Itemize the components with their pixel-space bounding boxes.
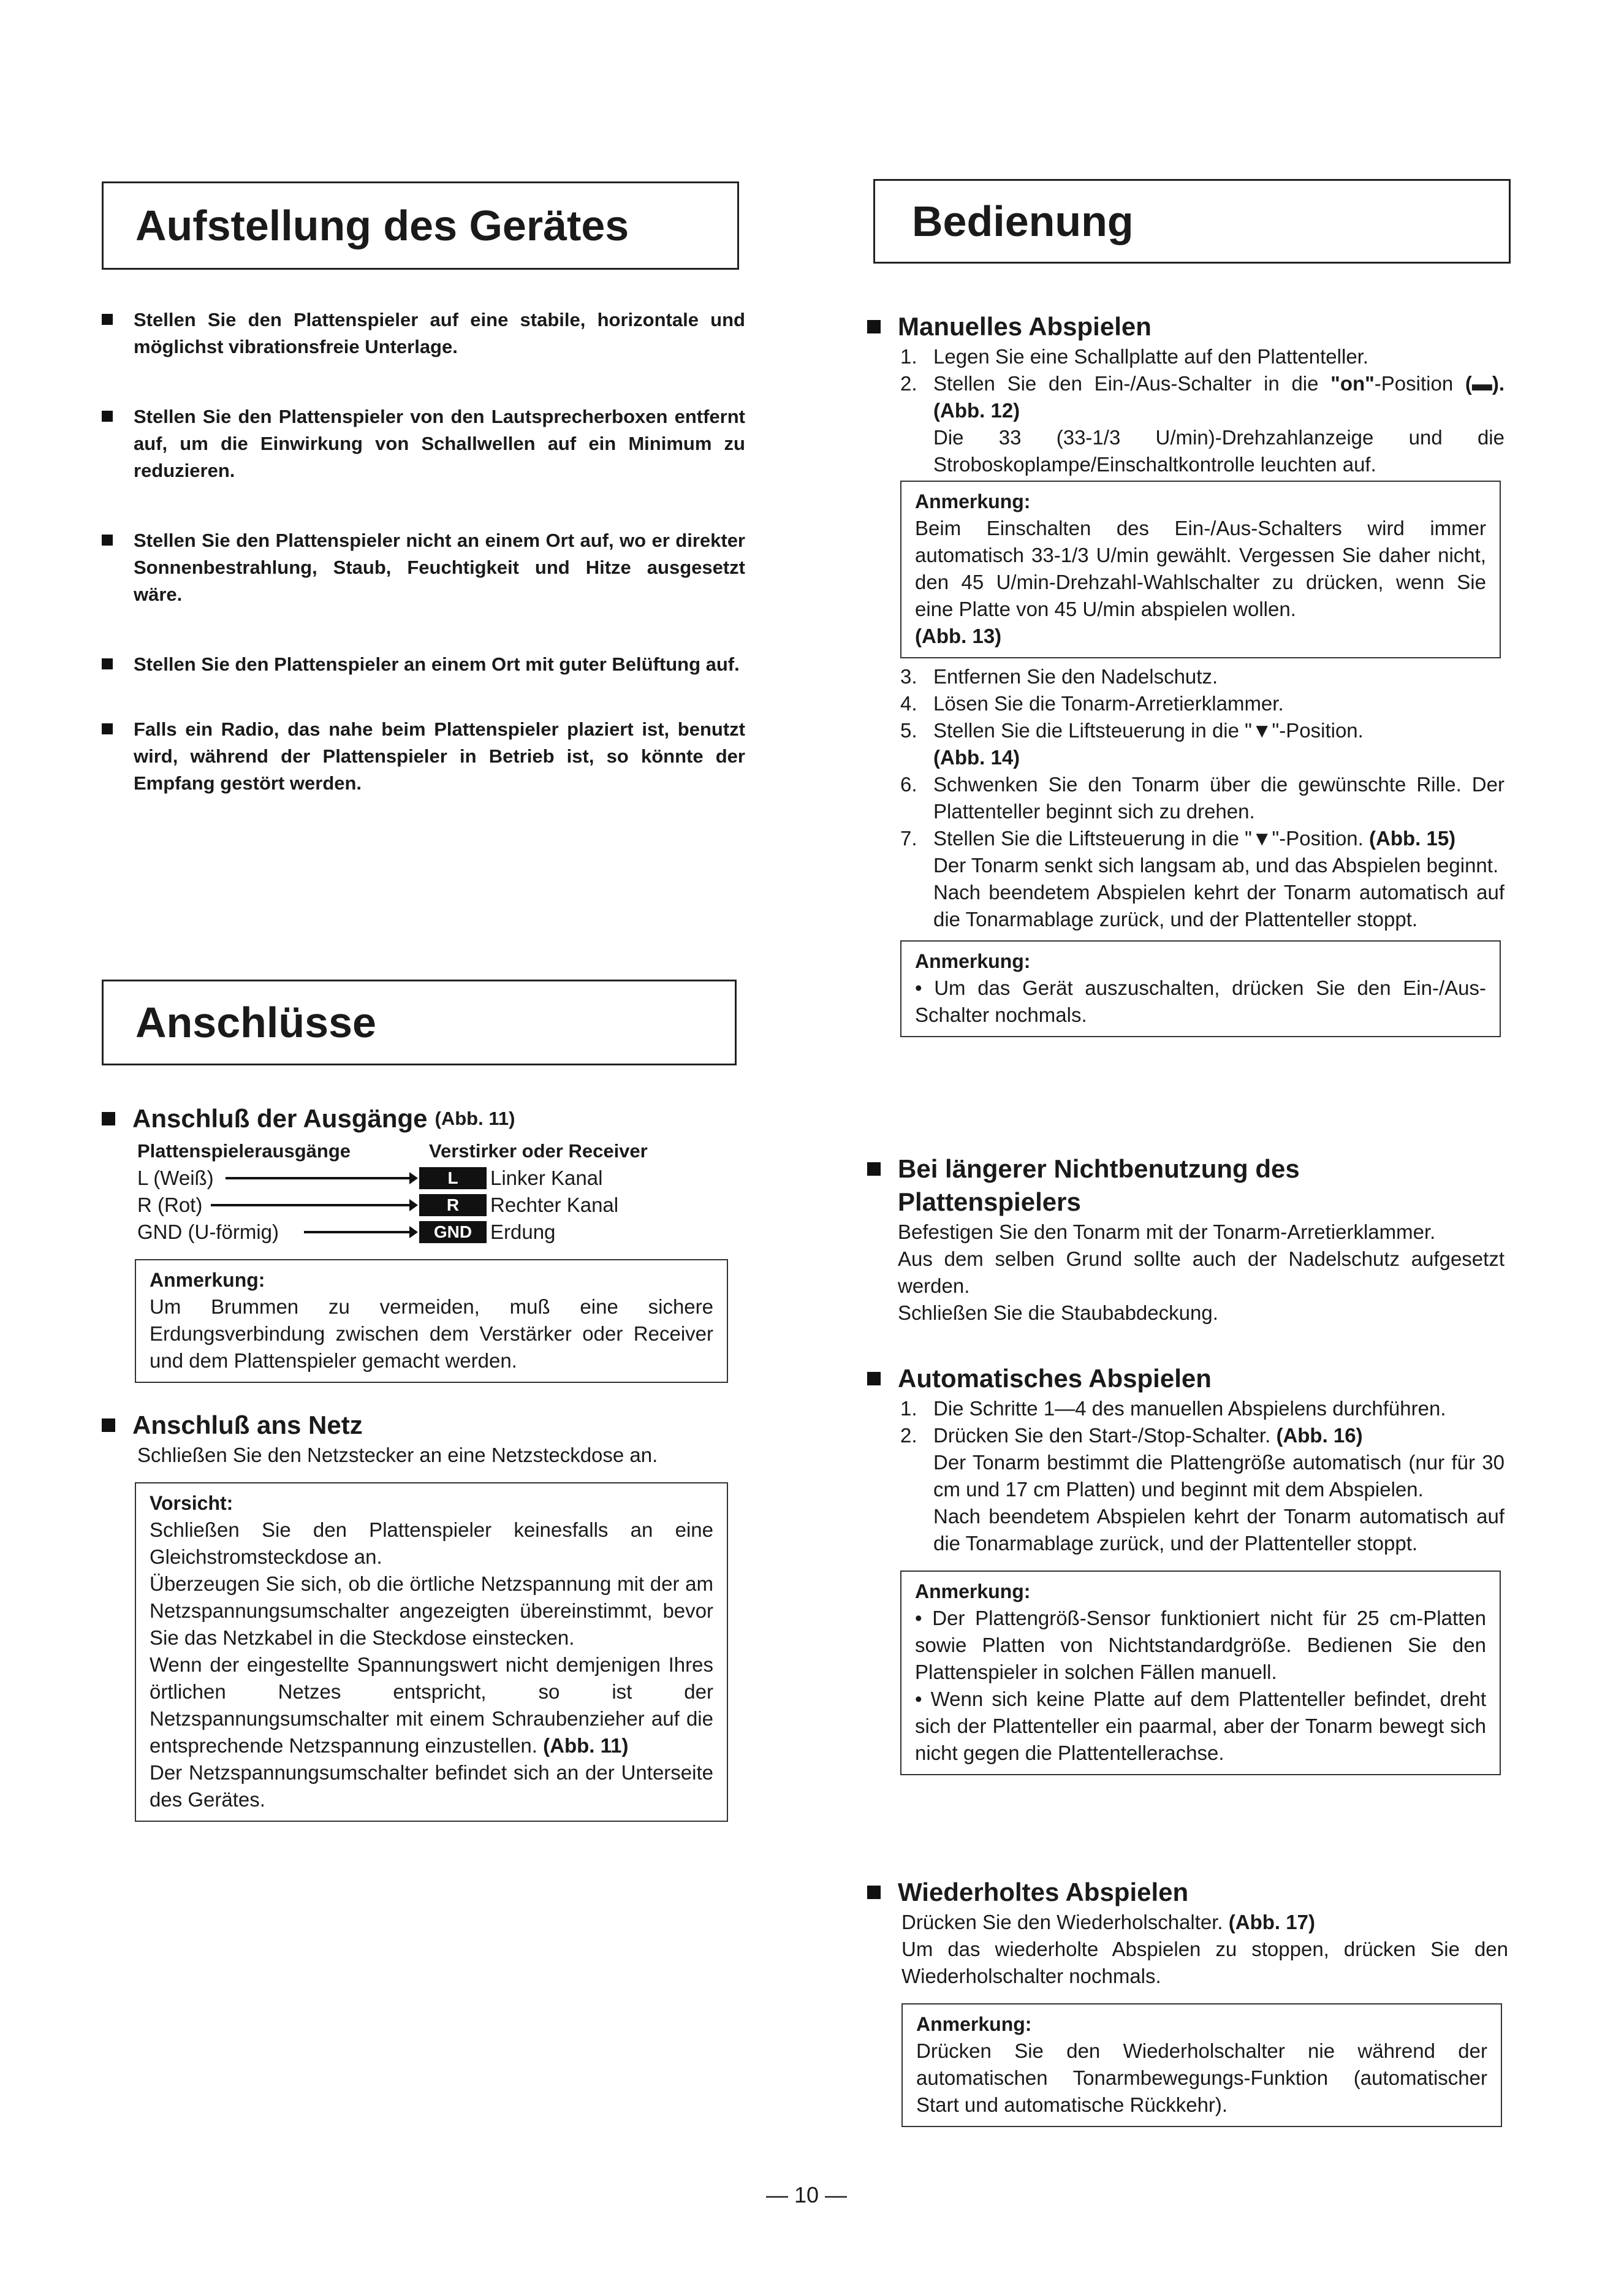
step-text: Die Schritte 1—4 des manuellen Abspielens durchführen. (933, 1397, 1446, 1420)
output-row (137, 1219, 739, 1246)
repeat-text: Um das wiederholte Abspielen zu stoppen, drücken Sie den Wiederholschalter nochmals. (901, 1938, 1508, 1987)
operation-title-text: Bedienung (912, 197, 1134, 245)
setup-bullets (102, 306, 745, 840)
repeat-section (867, 1876, 1508, 2127)
step: 6. Schwenken Sie den Tonarm über die gewünschte Rille. Der Plattenteller beginnt sich zu drehen. (900, 771, 1504, 825)
outputs-heading-text: Anschluß der Ausgänge (132, 1104, 428, 1133)
step: 5. Stellen Sie die Liftsteuerung in die "▼"-Position. (Abb. 14) (900, 717, 1504, 771)
step-text-span: Der Tonarm bestimmt die Plattengröße automatisch (nur für 30 cm und 17 cm Platten) und beginnt mit dem Abspielen. (933, 1451, 1504, 1501)
bullet-square-icon (102, 723, 113, 734)
setup-title (102, 181, 739, 270)
outputs-heading-ref: (Abb. 11) (434, 1108, 515, 1129)
step-text (933, 1422, 1504, 1557)
setup-bullet-text: Stellen Sie den Plattenspieler auf eine stabile, horizontale und möglichst vibrationsfreie Unterlage. (134, 309, 745, 357)
note-label: Anmerkung: (915, 490, 1031, 512)
outputs-note (135, 1259, 728, 1383)
step: 1. Legen Sie eine Schallplatte auf den Plattenteller. (900, 343, 1504, 370)
outputs-section (102, 1102, 739, 1383)
operation-title (873, 179, 1511, 264)
arrow-icon (226, 1177, 414, 1179)
auto-heading (867, 1362, 1504, 1395)
arrow-icon (304, 1231, 414, 1233)
heading-square-icon (867, 320, 881, 333)
step-ref: (Abb. 12) (933, 399, 1020, 422)
repeat-ref: (Abb. 17) (1228, 1911, 1315, 1933)
note-text: • Der Plattengröß-Sensor funktioniert nicht für 25 cm-Platten sowie Platten von Nichtstandardgröße. Bedienen Sie den Plattenspieler in solchen Fällen manuell. (915, 1607, 1486, 1683)
disuse-heading-line: Bei längerer Nichtbenutzung des (898, 1154, 1300, 1183)
mains-heading (102, 1409, 739, 1442)
outputs-col-left: Plattenspielerausgänge (137, 1140, 351, 1162)
manual-note-2 (900, 940, 1501, 1037)
setup-bullet (102, 716, 745, 797)
disuse-text: Befestigen Sie den Tonarm mit der Tonarm-Arretierklammer. (898, 1220, 1436, 1243)
caution-text: Der Netzspannungsumschalter befindet sich an der Unterseite des Gerätes. (150, 1761, 713, 1811)
step: 7. Stellen Sie die Liftsteuerung in die "▼"-Position. (Abb. 15) Der Tonarm senkt sich langsam ab, und das Abspielen beginnt. Nach beendetem Abspielen kehrt der Tonarm automatisch auf die Tonarmablage zurück, und der Plattenteller stoppt. (900, 825, 1504, 933)
auto-steps (900, 1395, 1504, 1557)
step-text-span: Nach beendetem Abspielen kehrt der Tonarm automatisch auf die Tonarmablage zurück, und der Plattenteller stoppt. (933, 881, 1504, 931)
heading-square-icon (867, 1372, 881, 1385)
note-label: Anmerkung: (916, 2013, 1032, 2035)
step-ref: (Abb. 15) (1369, 827, 1456, 850)
outputs-heading (102, 1102, 739, 1135)
manual-steps-continued (900, 663, 1504, 933)
output-row-dst: Rechter Kanal (490, 1194, 619, 1216)
step: 2. Drücken Sie den Start-/Stop-Schalter. (Abb. 16) Der Tonarm bestimmt die Plattengröße automatisch (nur für 30 cm und 17 cm Platten) und beginnt mit dem Abspielen. Nach beendetem Abspielen kehrt der Tonarm automatisch auf die Tonarmablage zurück, und der Plattenteller stoppt. (900, 1422, 1504, 1557)
note-ref: (Abb. 13) (915, 625, 1002, 647)
connections-title-text: Anschlüsse (135, 999, 376, 1046)
setup-title-text: Aufstellung des Gerätes (135, 202, 629, 249)
mains-section (102, 1409, 739, 1822)
repeat-text-span: Drücken Sie den Wiederholschalter. (901, 1911, 1223, 1933)
step-text-span: -Position (1374, 372, 1454, 395)
caution-text-span: Wenn der eingestellte Spannungswert nicht demjenigen Ihres örtlichen Netzes entspricht, so ist der Netzspannungsumschalter mit einem Schraubenzieher auf die entsprechende Netzspannung einzustellen. (150, 1653, 713, 1757)
disuse-heading (867, 1152, 1504, 1219)
setup-bullet (102, 403, 745, 484)
note-label: Anmerkung: (150, 1269, 265, 1291)
repeat-heading-text: Wiederholtes Abspielen (898, 1878, 1189, 1906)
step-text-span: Stellen Sie den Ein-/Aus-Schalter in die (933, 372, 1319, 395)
note-label: Anmerkung: (915, 950, 1031, 972)
setup-bullet (102, 651, 745, 678)
repeat-text (901, 1909, 1508, 1936)
heading-square-icon (867, 1162, 881, 1176)
heading-square-icon (867, 1886, 881, 1899)
step-text-span: Der Tonarm senkt sich langsam ab, und das Abspielen beginnt. (933, 854, 1499, 877)
step-text-span: Nach beendetem Abspielen kehrt der Tonarm automatisch auf die Tonarmablage zurück, und der Plattenteller stoppt. (933, 1505, 1504, 1555)
disuse-heading-line: Plattenspielers (898, 1187, 1081, 1216)
repeat-note (901, 2003, 1502, 2127)
output-row-dst: Erdung (490, 1220, 556, 1243)
step-text-span: Stellen Sie die Liftsteuerung in die "▼"-Position. (933, 719, 1364, 742)
note-text: Drücken Sie den Wiederholschalter nie während der automatischen Tonarmbewegungs-Funktion (automatischer Start und automatische Rückkehr). (916, 2039, 1487, 2116)
outputs-col-right: Verstirker oder Receiver (429, 1140, 648, 1162)
disuse-section (867, 1152, 1504, 1327)
setup-bullet-text: Stellen Sie den Plattenspieler nicht an einem Ort auf, wo er direkter Sonnenbestrahlung, Staub, Feuchtigkeit und Hitze ausgesetzt wäre. (134, 530, 745, 605)
step-text-span: Stellen Sie die Liftsteuerung in die "▼"-Position. (933, 827, 1364, 850)
step-text: Legen Sie eine Schallplatte auf den Plattenteller. (933, 345, 1369, 368)
step: 3. Entfernen Sie den Nadelschutz. (900, 663, 1504, 690)
output-row-src: R (Rot) (137, 1194, 203, 1216)
output-row (137, 1192, 739, 1219)
caution-text: Schließen Sie den Plattenspieler keinesfalls an eine Gleichstromsteckdose an. (150, 1518, 713, 1568)
step-text-span: Die 33 (33-1/3 U/min)-Drehzahlanzeige und die Stroboskoplampe/Einschaltkontrolle leuchten auf. (933, 426, 1504, 476)
step: 1. Die Schritte 1—4 des manuellen Abspielens durchführen. (900, 1395, 1504, 1422)
manual-heading-text: Manuelles Abspielen (898, 312, 1152, 341)
step-text: Schwenken Sie den Tonarm über die gewünschte Rille. Der Plattenteller beginnt sich zu drehen. (933, 773, 1504, 823)
note-text: • Um das Gerät auszuschalten, drücken Sie den Ein-/Aus-Schalter nochmals. (915, 977, 1486, 1026)
step-text: Entfernen Sie den Nadelschutz. (933, 665, 1218, 688)
manual-note-1 (900, 481, 1501, 658)
page-number: — 10 — (766, 2182, 848, 2207)
bullet-square-icon (102, 658, 113, 669)
step-on-label: "on" (1330, 372, 1375, 395)
output-row-src: GND (U-förmig) (137, 1220, 279, 1243)
step-text-span: Drücken Sie den Start-/Stop-Schalter. (933, 1424, 1271, 1447)
step: 4. Lösen Sie die Tonarm-Arretierklammer. (900, 690, 1504, 717)
note-text: Beim Einschalten des Ein-/Aus-Schalters wird immer automatisch 33-1/3 U/min gewählt. Vergessen Sie daher nicht, den 45 U/min-Drehzahl-Wahlschalter zu drücken, wenn Sie eine Platte von 45 U/min abspielen wollen. (915, 517, 1486, 620)
step-text (933, 370, 1504, 478)
auto-section (867, 1362, 1504, 1775)
disuse-text: Aus dem selben Grund sollte auch der Nadelschutz aufgesetzt werden. (898, 1247, 1504, 1297)
mains-text: Schließen Sie den Netzstecker an eine Netzsteckdose an. (137, 1444, 658, 1466)
mains-heading-text: Anschluß ans Netz (132, 1411, 363, 1439)
note-text: Um Brummen zu vermeiden, muß eine sichere Erdungsverbindung zwischen dem Verstärker oder Receiver und dem Plattenspieler gemacht werden. (150, 1295, 713, 1372)
bullet-square-icon (102, 411, 113, 422)
caution-ref: (Abb. 11) (543, 1734, 629, 1757)
auto-note (900, 1571, 1501, 1775)
repeat-heading (867, 1876, 1508, 1909)
manual-section (867, 310, 1504, 1037)
arrow-icon (211, 1204, 414, 1206)
step: 2. Stellen Sie den Ein-/Aus-Schalter in die "on"-Position (▬). (Abb. 12) Die 33 (33-1/3 U/min)-Drehzahlanzeige und die Stroboskoplampe/Einschaltkontrolle leuchten auf. (900, 370, 1504, 478)
step-ref: (Abb. 14) (933, 746, 1020, 769)
setup-bullet (102, 527, 745, 608)
disuse-text: Schließen Sie die Staubabdeckung. (898, 1301, 1218, 1324)
auto-heading-text: Automatisches Abspielen (898, 1364, 1212, 1393)
output-row-tag: R (419, 1194, 487, 1216)
output-row-src: L (Weiß) (137, 1167, 214, 1189)
setup-bullet-text: Stellen Sie den Plattenspieler an einem Ort mit guter Belüftung auf. (134, 653, 740, 675)
step-text (933, 825, 1504, 933)
output-row-dst: Linker Kanal (490, 1167, 603, 1189)
setup-bullet-text: Falls ein Radio, das nahe beim Plattenspieler plaziert ist, benutzt wird, während der Plattenspieler in Betrieb ist, so könnte der Empfang gestört werden. (134, 718, 745, 794)
manual-heading (867, 310, 1504, 343)
caution-label: Vorsicht: (150, 1492, 233, 1514)
output-row-tag: GND (419, 1221, 487, 1243)
caution-text (150, 1651, 713, 1759)
heading-square-icon (102, 1418, 115, 1432)
output-row (137, 1165, 739, 1192)
manual-steps (900, 343, 1504, 478)
output-row-tag: L (419, 1167, 487, 1189)
mains-caution (135, 1482, 728, 1822)
step-text: Lösen Sie die Tonarm-Arretierklammer. (933, 692, 1284, 715)
setup-bullet-text: Stellen Sie den Plattenspieler von den Lautsprecherboxen entfernt auf, um die Einwirkung von Schallwellen auf ein Minimum zu reduzieren. (134, 406, 745, 481)
bullet-square-icon (102, 535, 113, 546)
step-symbol: (▬). (1465, 372, 1504, 395)
heading-square-icon (102, 1112, 115, 1125)
disuse-heading-text (898, 1152, 1300, 1219)
bullet-square-icon (102, 314, 113, 325)
outputs-table (137, 1138, 739, 1246)
setup-bullet (102, 306, 745, 360)
note-label: Anmerkung: (915, 1580, 1031, 1602)
step-ref: (Abb. 16) (1276, 1424, 1363, 1447)
caution-text: Überzeugen Sie sich, ob die örtliche Netzspannung mit der am Netzspannungsumschalter angezeigten übereinstimmt, bevor Sie das Netzkabel in die Steckdose einstecken. (150, 1572, 713, 1649)
step-text (933, 717, 1504, 771)
connections-title (102, 980, 737, 1065)
outputs-table-header (137, 1138, 739, 1165)
note-text: • Wenn sich keine Platte auf dem Plattenteller befindet, dreht sich der Plattenteller ein paarmal, aber der Tonarm bewegt sich nicht gegen die Plattentellerachse. (915, 1688, 1486, 1764)
